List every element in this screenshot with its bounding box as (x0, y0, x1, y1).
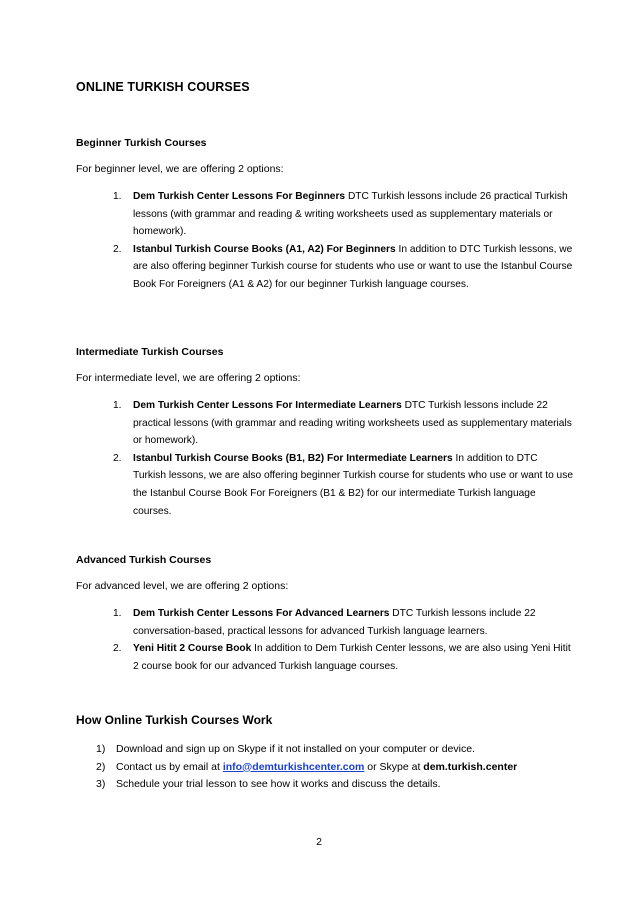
step-text: Schedule your trial lesson to see how it works and discuss the details. (116, 778, 441, 791)
step-text: Contact us by email at (116, 760, 223, 773)
item-text: In addition to DTC Turkish lessons, we are also offering beginner Turkish course for students who use or want to use the Istanbul Course Book For Foreigners (B1 & B2) for our intermediate Turkish language courses. (133, 452, 573, 517)
list-number: 2. (113, 643, 122, 655)
item-text: DTC Turkish lessons include 22 conversation-based, practical lessons for advanced Turkish language learners. (133, 608, 536, 637)
intermediate-intro: For intermediate level, we are offering 2 options: (76, 372, 301, 384)
step-text: or Skype at (364, 760, 424, 773)
how-heading: How Online Turkish Courses Work (76, 713, 273, 727)
list-number: 2. (113, 452, 122, 464)
list-item (113, 188, 573, 241)
list-item (113, 241, 573, 294)
item-text: In addition to DTC Turkish lessons, we are also offering beginner Turkish course for students who use or want to use the Istanbul Course Book For Foreigners (A1 & A2) for our beginner Turkish language courses. (133, 243, 573, 290)
step-number: 3) (96, 778, 106, 791)
list-number: 1. (113, 191, 122, 202)
beginner-list (113, 188, 573, 294)
list-item (113, 450, 573, 520)
intermediate-list (113, 397, 573, 520)
step-item (96, 776, 576, 794)
step-number: 2) (96, 760, 106, 773)
beginner-intro: For beginner level, we are offering 2 options: (76, 163, 284, 175)
step-item (96, 759, 576, 777)
intermediate-heading: Intermediate Turkish Courses (76, 346, 224, 358)
item-title: Dem Turkish Center Lessons For Advanced Learners (133, 608, 390, 619)
item-title: Yeni Hitit 2 Course Book (133, 643, 252, 655)
item-title: Istanbul Turkish Course Books (A1, A2) For Beginners (133, 243, 396, 255)
beginner-heading: Beginner Turkish Courses (76, 137, 207, 149)
item-text: DTC Turkish lessons include 22 practical lessons (with grammar and reading writing worksheets used as supplementary materials or homework). (133, 400, 572, 447)
document-title: ONLINE TURKISH COURSES (76, 80, 250, 94)
how-steps-list (96, 741, 576, 794)
advanced-list (113, 605, 573, 675)
email-link[interactable]: info@demturkishcenter.com (222, 760, 365, 773)
list-item (113, 397, 573, 450)
list-item (113, 605, 573, 640)
list-item (113, 640, 573, 675)
list-number: 1. (113, 400, 122, 411)
item-text: DTC Turkish lessons include 26 practical Turkish lessons (with grammar and reading & writing worksheets used as supplementary materials or homework). (133, 191, 568, 238)
advanced-intro: For advanced level, we are offering 2 options: (76, 580, 289, 592)
item-text: In addition to Dem Turkish Center lessons, we are also using Yeni Hitit 2 course book for our advanced Turkish language courses. (133, 643, 571, 672)
step-text: Download and sign up on Skype if it not installed on your computer or device. (116, 743, 475, 755)
advanced-heading: Advanced Turkish Courses (76, 554, 212, 566)
item-title: Dem Turkish Center Lessons For Intermediate Learners (133, 400, 402, 411)
list-number: 2. (113, 243, 122, 255)
list-number: 1. (113, 608, 122, 619)
item-title: Istanbul Turkish Course Books (B1, B2) For Intermediate Learners (133, 452, 453, 464)
skype-handle: dem.turkish.center (423, 760, 518, 773)
step-item (96, 741, 576, 759)
page-number: 2 (316, 836, 322, 848)
step-number: 1) (96, 743, 106, 755)
item-title: Dem Turkish Center Lessons For Beginners (133, 191, 346, 202)
